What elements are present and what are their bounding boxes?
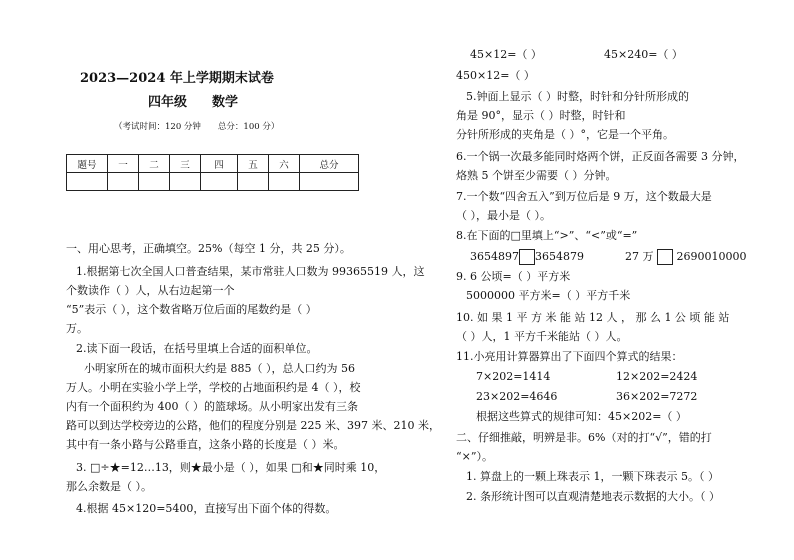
subject-label: 数学 (212, 95, 239, 110)
q2-line3: 万人。小明在实验小学上学，学校的占地面积约是 4（ ），校 (66, 381, 361, 394)
q8-num-a: 3654897 (470, 250, 519, 263)
score-header-cell: 六 (269, 155, 300, 173)
q2-line4: 内有一个面积约为 400（ ）的篮球场。从小明家出发有三条 (66, 400, 358, 413)
q8-num-b: 3654879 (535, 250, 584, 263)
q8-line1: 8.在下面的□里填上“>”、“<”或“=” (456, 229, 638, 242)
score-header-cell: 一 (108, 155, 139, 173)
compare-box[interactable] (519, 249, 535, 265)
q5-line1: 5.钟面上显示（ ）时整，时针和分针所形成的 (466, 90, 689, 103)
q1-line2: 个数读作（ ）人，从右边起第一个 (66, 284, 235, 297)
score-cell[interactable] (170, 173, 201, 191)
q11-eq1: 7×202=1414 (476, 370, 551, 383)
score-cell[interactable] (300, 173, 359, 191)
q11-eq4: 36×202=7272 (616, 390, 698, 403)
section1-heading: 一、用心思考，正确填空。25%（每空 1 分，共 25 分）。 (66, 242, 351, 255)
q3-line1: 3. □÷★=12…13，则★最小是（ ），如果 □和★同时乘 10， (76, 461, 386, 474)
exam-info: （考试时间：120 分钟 总分：100 分） (114, 122, 280, 132)
score-cell[interactable] (67, 173, 108, 191)
q2-line5: 路可以到达学校旁边的公路，他们的程度分别是 225 米、397 米、210 米， (66, 419, 440, 432)
calc-45x12: 45×12=（ ） (470, 48, 542, 61)
q3-line2: 那么余数是（ ）。 (66, 480, 152, 493)
score-cell[interactable] (238, 173, 269, 191)
calc-45x240: 45×240=（ ） (604, 48, 683, 61)
q11-eq3: 23×202=4646 (476, 390, 558, 403)
score-header-cell: 二 (139, 155, 170, 173)
score-header-cell: 三 (170, 155, 201, 173)
score-cell[interactable] (201, 173, 238, 191)
score-cell[interactable] (108, 173, 139, 191)
calc-450x12: 450×12=（ ） (456, 69, 535, 82)
score-header-cell: 总分 (300, 155, 359, 173)
q5-line3: 分针所形成的夹角是（ ）°，它是一个平角。 (456, 128, 674, 141)
q9-line1: 9. 6 公顷=（ ）平方米 (456, 270, 571, 283)
score-header-cell: 题号 (67, 155, 108, 173)
section2-heading-line1: 二、仔细推敲，明辨是非。6%（对的打“√”，错的打 (456, 431, 712, 444)
compare-box[interactable] (657, 249, 673, 265)
q1-line1: 1.根据第七次全国人口普查结果，某市常驻人口数为 99365519 人，这 (76, 265, 425, 278)
grade-label: 四年级 (148, 95, 188, 110)
q8-compare-row (470, 249, 747, 265)
q2-line2: 小明家所在的城市面积大约是 885（ ），总人口约为 56 (84, 362, 355, 375)
q11-line1: 11.小亮用计算器算出了下面四个算式的结果： (456, 350, 683, 363)
score-table-header-row (67, 155, 359, 173)
q1-line3: “5”表示（ ），这个数省略万位后面的尾数约是（ ） (66, 303, 317, 316)
q8-num-c: 27 万 (625, 250, 654, 263)
q9-line2: 5000000 平方米=（ ）平方千米 (466, 289, 631, 302)
q11-line2: 根据这些算式的规律可知：45×202=（ ） (476, 410, 687, 423)
q7-line2: （ ），最小是（ ）。 (456, 209, 551, 222)
score-header-cell: 五 (238, 155, 269, 173)
q4-line1: 4.根据 45×120=5400，直接写出下面个体的得数。 (76, 502, 337, 515)
q6-line2: 烙熟 5 个饼至少需要（ ）分钟。 (456, 169, 617, 182)
q8-num-d: 2690010000 (676, 250, 747, 263)
score-cell[interactable] (269, 173, 300, 191)
exam-title: 2023—2024 年上学期期末试卷 (80, 71, 274, 86)
q2-line6: 其中有一条小路与公路垂直，这条小路的长度是（ ）米。 (66, 438, 345, 451)
score-header-cell: 四 (201, 155, 238, 173)
q11-eq2: 12×202=2424 (616, 370, 698, 383)
q5-line2: 角是 90°，显示（ ）时整，时针和 (456, 109, 626, 122)
score-table-blank-row (67, 173, 359, 191)
q10-line1: 10. 如 果 1 平 方 米 能 站 12 人 ， 那 么 1 公 顷 能 站 (456, 311, 730, 324)
q7-line1: 7.一个数“四舍五入”到万位后是 9 万，这个数最大是 (456, 190, 712, 203)
score-cell[interactable] (139, 173, 170, 191)
q6-line1: 6.一个锅一次最多能同时烙两个饼，正反面各需要 3 分钟， (456, 150, 745, 163)
q2-line1: 2.读下面一段话，在括号里填上合适的面积单位。 (76, 342, 318, 355)
section2-heading-line2: “×”）。 (456, 450, 493, 463)
q1-line4: 万。 (66, 322, 88, 335)
judge-q2: 2. 条形统计图可以直观清楚地表示数据的大小。（ ） (466, 490, 720, 503)
score-table (66, 154, 359, 191)
q10-line2: （ ）人，1 平方千米能站（ ）人。 (456, 330, 628, 343)
judge-q1: 1. 算盘上的一颗上珠表示 1，一颗下珠表示 5。（ ） (466, 470, 719, 483)
